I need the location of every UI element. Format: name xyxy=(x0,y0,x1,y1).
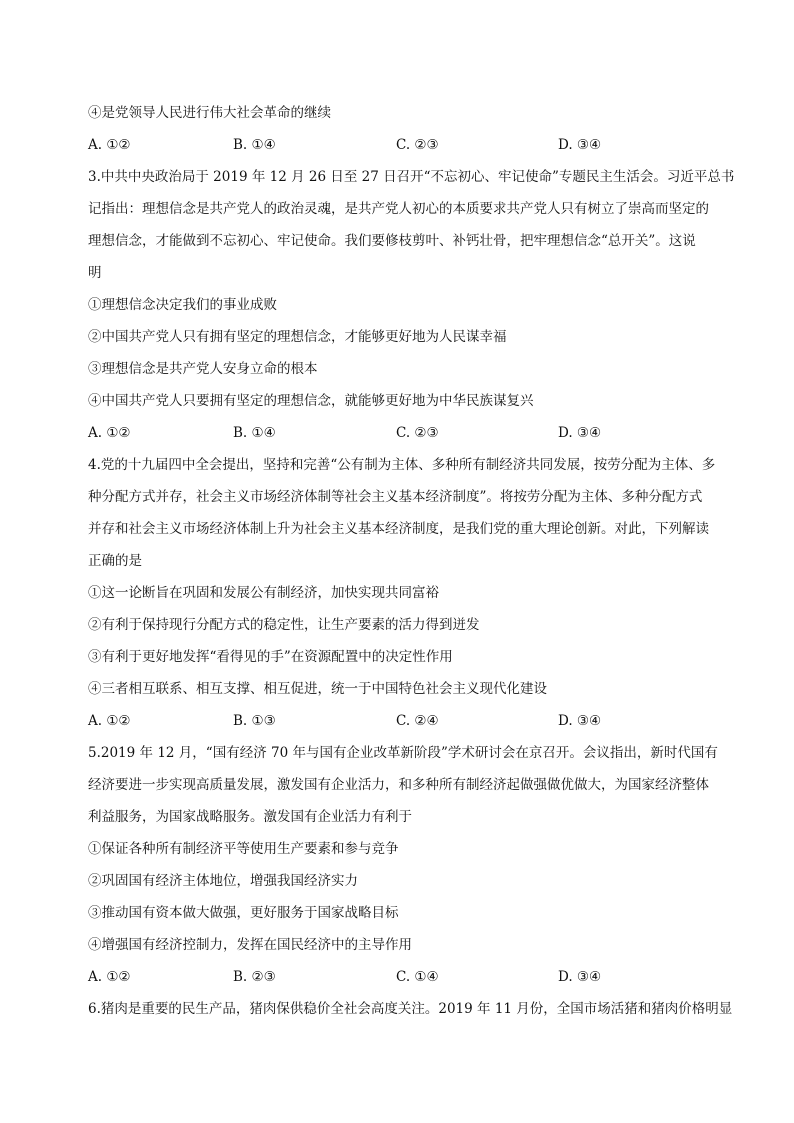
q5-stem-line: 5.2019 年 12 月，“国有经济 70 年与国有企业改革新阶段”学术研讨会在京召开。会议指出，新时代国有 xyxy=(88,745,718,761)
q3-statement-4: ④中国共产党人只要拥有坚定的理想信念，就能够更好地为中华民族谋复兴 xyxy=(88,393,534,409)
q3-statement-3: ③理想信念是共产党人安身立命的根本 xyxy=(88,361,318,377)
q4-stem-line: 并存和社会主义市场经济体制上升为社会主义基本经济制度，是我们党的重大理论创新。对此，下列解读 xyxy=(88,521,709,537)
q4-stem-line: 正确的是 xyxy=(88,553,142,569)
q3-option-d: D. ③④ xyxy=(558,425,602,441)
q3-option-a: A. ①② xyxy=(88,425,131,441)
q3-stem-line: 明 xyxy=(88,265,102,281)
q2-options xyxy=(88,129,728,161)
q3-stem-line: 3.中共中央政治局于 2019 年 12 月 26 日至 27 日召开“不忘初心、牢记使命”专题民主生活会。习近平总书 xyxy=(88,169,735,185)
q4-statement-4: ④三者相互联系、相互支撑、相互促进，统一于中国特色社会主义现代化建设 xyxy=(88,681,547,697)
q2-option-a: A. ①② xyxy=(88,137,131,153)
q3-statement-2: ②中国共产党人只有拥有坚定的理想信念，才能够更好地为人民谋幸福 xyxy=(88,329,507,345)
q5-options xyxy=(88,961,728,993)
q4-options xyxy=(88,705,728,737)
q3-statement-1: ①理想信念决定我们的事业成败 xyxy=(88,297,277,313)
q3-option-c: C. ②③ xyxy=(396,425,439,441)
q5-stem-line: 利益服务，为国家战略服务。激发国有企业活力有利于 xyxy=(88,809,412,825)
q5-statement-2: ②巩固国有经济主体地位，增强我国经济实力 xyxy=(88,873,358,889)
q4-statement-2: ②有利于保持现行分配方式的稳定性，让生产要素的活力得到迸发 xyxy=(88,617,480,633)
q5-option-a: A. ①② xyxy=(88,969,131,985)
q3-stem-line: 理想信念，才能做到不忘初心、牢记使命。我们要修枝剪叶、补钙壮骨，把牢理想信念“总开关”。这说 xyxy=(88,233,696,249)
q4-statement-1: ①这一论断旨在巩固和发展公有制经济，加快实现共同富裕 xyxy=(88,585,439,601)
q6-stem-line: 6.猪肉是重要的民生产品，猪肉保供稳价全社会高度关注。2019 年 11 月份，全国市场活猪和猪肉价格明显 xyxy=(88,1001,733,1017)
q3-option-b: B. ①④ xyxy=(233,425,276,441)
q4-option-d: D. ③④ xyxy=(558,713,602,729)
q5-statement-3: ③推动国有资本做大做强，更好服务于国家战略目标 xyxy=(88,905,399,921)
q4-stem-line: 种分配方式并存，社会主义市场经济体制等社会主义基本经济制度”。将按劳分配为主体、多种分配方式 xyxy=(88,489,703,505)
q2-option-c: C. ②③ xyxy=(396,137,439,153)
q3-options xyxy=(88,417,728,449)
q5-option-d: D. ③④ xyxy=(558,969,602,985)
q5-statement-1: ①保证各种所有制经济平等使用生产要素和参与竞争 xyxy=(88,841,399,857)
q4-option-c: C. ②④ xyxy=(396,713,439,729)
q2-option-b: B. ①④ xyxy=(233,137,276,153)
q4-option-b: B. ①③ xyxy=(233,713,276,729)
q4-stem-line: 4.党的十九届四中全会提出，坚持和完善“公有制为主体、多种所有制经济共同发展，按劳分配为主体、多 xyxy=(88,457,716,473)
q5-option-b: B. ②③ xyxy=(233,969,276,985)
q5-option-c: C. ①④ xyxy=(396,969,439,985)
exam-page xyxy=(88,97,735,1025)
q3-stem-line: 记指出：理想信念是共产党人的政治灵魂，是共产党人初心的本质要求共产党人只有树立了崇高而坚定的 xyxy=(88,201,709,217)
q5-stem-line: 经济要进一步实现高质量发展，激发国有企业活力，和多种所有制经济起做强做优做大，为国家经济整体 xyxy=(88,777,709,793)
q5-statement-4: ④增强国有经济控制力，发挥在国民经济中的主导作用 xyxy=(88,937,412,953)
q2-statement-4: ④是党领导人民进行伟大社会革命的继续 xyxy=(88,105,331,121)
q4-statement-3: ③有利于更好地发挥“看得见的手”在资源配置中的决定性作用 xyxy=(88,649,453,665)
q2-option-d: D. ③④ xyxy=(558,137,602,153)
q4-option-a: A. ①② xyxy=(88,713,131,729)
